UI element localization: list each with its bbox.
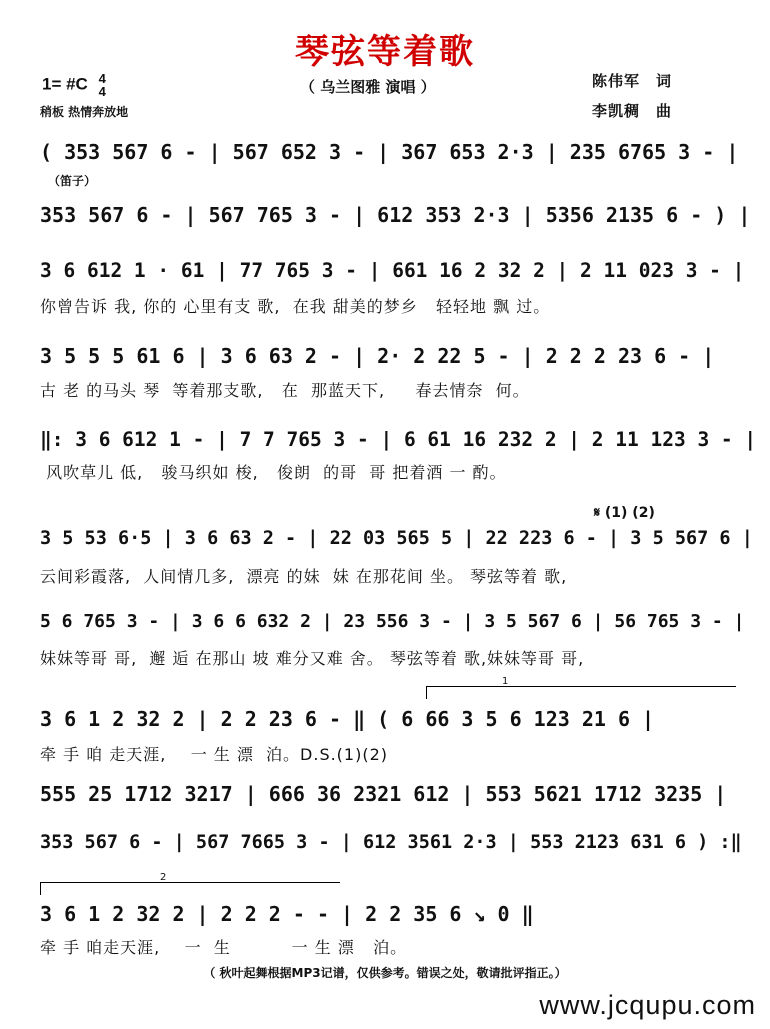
volta-bracket-1: [426, 676, 736, 687]
song-title: 琴弦等着歌: [295, 32, 475, 72]
footnote: （ 秋叶起舞根据MP3记谱，仅供参考。错误之处，敬请批评指正。）: [203, 966, 567, 980]
score-row-6-notes: 3 5 53 6·5 | 3 6 63 2 - | 22 03 565 5 | 22 223 6 - | 3 5 567 6 |: [40, 528, 753, 549]
lyricist-credit: 陈伟军 词: [592, 72, 673, 90]
tempo-marking: 稍板 热情奔放地: [40, 105, 129, 119]
score-row-10-notes: 353 567 6 - | 567 7665 3 - | 612 3561 2·3 | 553 2123 631 6 ) :‖: [40, 832, 742, 853]
score-row-3-lyric: 你曾告诉 我, 你的 心里有支 歌, 在我 甜美的梦乡 轻轻地 飘 过。: [40, 297, 551, 316]
flute-marker: （笛子）: [48, 174, 97, 188]
score-row-5-lyric: 风吹草儿 低, 骏马织如 梭, 俊朗 的哥 哥 把着酒 一 酌。: [40, 463, 507, 482]
volta-bracket-2: [40, 872, 340, 883]
meter-bottom: 4: [98, 84, 106, 99]
score-row-7-notes: 5 6 765 3 - | 3 6 6 632 2 | 23 556 3 - | 3 5 567 6 | 56 765 3 - |: [40, 611, 745, 632]
time-signature: [99, 72, 106, 98]
key-label: 1= #C: [42, 74, 88, 94]
score-row-11-notes: 3 6 1 2 32 2 | 2 2 2 - - | 2 2 35 6 ↘ 0 ‖: [40, 902, 534, 926]
score-row-8-notes: 3 6 1 2 32 2 | 2 2 23 6 - ‖ ( 6 66 3 5 6 123 21 6 |: [40, 707, 655, 731]
segno-marker: 𝄋 (1) (2): [594, 505, 655, 521]
score-row-3-notes: 3 6 612 1 · 61 | 77 765 3 - | 661 16 2 32 2 | 2 11 023 3 - |: [40, 259, 745, 282]
composer-credit: 李凯稠 曲: [592, 102, 673, 120]
score-row-6-lyric: 云间彩霞落, 人间情几多, 漂亮 的妹 妹 在那花间 坐。 琴弦等着 歌,: [40, 567, 568, 586]
score-row-4-lyric: 古 老 的马头 琴 等着那支歌, 在 那蓝天下, 春去情奈 何。: [40, 381, 530, 400]
meter-top: 4: [98, 71, 106, 86]
website-watermark: www.jcqupu.com: [539, 990, 756, 1020]
score-row-8-lyric: 牵 手 咱 走天涯, 一 生 漂 泊。D.S.(1)(2): [40, 745, 389, 764]
key-signature: [42, 72, 106, 98]
volta-2-label: 2: [160, 872, 167, 883]
score-row-2-notes: 353 567 6 - | 567 765 3 - | 612 353 2·3 | 5356 2135 6 - ) |: [40, 203, 751, 227]
volta-1-label: 1: [502, 676, 509, 687]
score-row-1-notes: ( 353 567 6 - | 567 652 3 - | 367 653 2·3 | 235 6765 3 - |: [40, 140, 739, 164]
score-row-5-notes: ‖: 3 6 612 1 - | 7 7 765 3 - | 6 61 16 232 2 | 2 11 123 3 - |: [40, 428, 757, 451]
score-row-9-notes: 555 25 1712 3217 | 666 36 2321 612 | 553 5621 1712 3235 |: [40, 782, 727, 806]
singer-line: （ 乌兰图雅 演唱 ）: [300, 78, 436, 96]
score-row-7-lyric: 妹妹等哥 哥, 邂 逅 在那山 坡 难分又难 舍。 琴弦等着 歌,妹妹等哥 哥,: [40, 649, 585, 668]
score-row-11-lyric: 牵 手 咱走天涯, 一 生 一 生 漂 泊。: [40, 938, 408, 957]
score-row-4-notes: 3 5 5 5 61 6 | 3 6 63 2 - | 2· 2 22 5 - | 2 2 2 23 6 - |: [40, 344, 715, 368]
